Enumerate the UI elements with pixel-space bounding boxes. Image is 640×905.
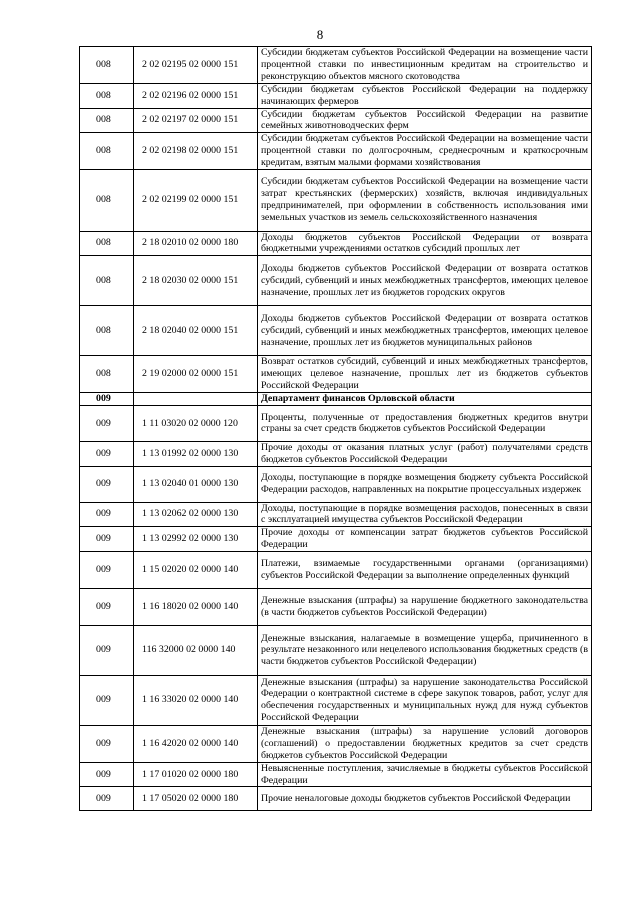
table-row: [80, 47, 592, 84]
table-row: [80, 441, 592, 466]
revenue-name-cell: Денежные взыскания (штрафы) за нарушение законодательства Российской Федерации о контрактной системе в сфере закупок товаров, работ, услуг для обеспечения государственных и муниципальных нужд для нужд субъектов Российской Федерации: [258, 675, 592, 725]
budget-classification-code-cell: 1 11 03020 02 0000 120: [134, 405, 258, 441]
admin-code-cell: 009: [80, 393, 134, 406]
revenue-name-cell: Доходы бюджетов субъектов Российской Федерации от возврата бюджетными учреждениями остатков субсидий прошлых лет: [258, 231, 592, 256]
admin-code-cell: 009: [80, 762, 134, 787]
admin-code-cell: 009: [80, 527, 134, 552]
revenue-name-cell: Доходы бюджетов субъектов Российской Федерации от возврата остатков субсидий, субвенций и иных межбюджетных трансфертов, имеющих целевое назначение, прошлых лет из бюджетов муниципальных районов: [258, 306, 592, 356]
budget-classification-code-cell: 1 13 01992 02 0000 130: [134, 441, 258, 466]
table-row: [80, 108, 592, 133]
budget-classification-code-cell: 2 18 02010 02 0000 180: [134, 231, 258, 256]
admin-code-cell: 008: [80, 108, 134, 133]
table-row: [80, 84, 592, 109]
budget-classification-code-cell: 2 02 02199 02 0000 151: [134, 169, 258, 231]
table-row: [80, 787, 592, 811]
admin-code-cell: 009: [80, 588, 134, 625]
revenue-name-cell: Доходы, поступающие в порядке возмещения расходов, понесенных в связи с эксплуатацией имущества субъектов Российской Федерации: [258, 502, 592, 527]
table-row: [80, 675, 592, 725]
budget-classification-code-cell: 2 02 02195 02 0000 151: [134, 47, 258, 84]
revenue-name-cell: Субсидии бюджетам субъектов Российской Федерации на развитие семейных животноводческих ферм: [258, 108, 592, 133]
admin-code-cell: 009: [80, 551, 134, 588]
admin-code-cell: 008: [80, 231, 134, 256]
budget-classification-code-cell: 2 02 02197 02 0000 151: [134, 108, 258, 133]
admin-code-cell: 008: [80, 133, 134, 169]
revenue-name-cell: Денежные взыскания, налагаемые в возмещение ущерба, причиненного в результате незаконного или нецелевого использования бюджетных средств (в части бюджетов субъектов Российской Федерации): [258, 625, 592, 675]
budget-classification-code-cell: 1 13 02040 01 0000 130: [134, 466, 258, 502]
admin-code-cell: 008: [80, 256, 134, 306]
table-row: [80, 405, 592, 441]
table-row: [80, 762, 592, 787]
revenue-name-cell: Прочие неналоговые доходы бюджетов субъектов Российской Федерации: [258, 787, 592, 811]
revenue-name-cell: Субсидии бюджетам субъектов Российской Федерации на возмещение части процентной ставки по инвестиционным кредитам на строительство и реконструкцию объектов мясного скотоводства: [258, 47, 592, 84]
revenue-name-cell: Проценты, полученные от предоставления бюджетных кредитов внутри страны за счет средств бюджетов субъектов Российской Федерации: [258, 405, 592, 441]
table-body: [80, 47, 592, 811]
table-row: [80, 551, 592, 588]
revenue-codes-table: [79, 46, 592, 811]
admin-code-cell: 009: [80, 675, 134, 725]
admin-code-cell: 009: [80, 405, 134, 441]
admin-code-cell: 009: [80, 502, 134, 527]
table-row: [80, 625, 592, 675]
admin-code-cell: 008: [80, 306, 134, 356]
budget-classification-code-cell: 1 17 05020 02 0000 180: [134, 787, 258, 811]
revenue-name-cell: Субсидии бюджетам субъектов Российской Федерации на поддержку начинающих фермеров: [258, 84, 592, 109]
table-row: [80, 231, 592, 256]
budget-classification-code-cell: 2 02 02196 02 0000 151: [134, 84, 258, 109]
revenue-name-cell: Департамент финансов Орловской области: [258, 393, 592, 406]
revenue-name-cell: Доходы бюджетов субъектов Российской Федерации от возврата остатков субсидий, субвенций и иных межбюджетных трансфертов, имеющих целевое назначение, прошлых лет из бюджетов городских округов: [258, 256, 592, 306]
revenue-name-cell: Субсидии бюджетам субъектов Российской Федерации на возмещение части затрат крестьянских (фермерских) хозяйств, включая индивидуальных предпринимателей, при оформлении в собственность использования ими земельных участков из земель сельскохозяйственного назначения: [258, 169, 592, 231]
section-header-row: [80, 393, 592, 406]
admin-code-cell: 008: [80, 169, 134, 231]
table-row: [80, 356, 592, 393]
budget-classification-code-cell: 2 18 02030 02 0000 151: [134, 256, 258, 306]
admin-code-cell: 009: [80, 725, 134, 762]
table-row: [80, 169, 592, 231]
budget-classification-code-cell: 1 16 42020 02 0000 140: [134, 725, 258, 762]
budget-classification-code-cell: [134, 393, 258, 406]
budget-classification-code-cell: 2 02 02198 02 0000 151: [134, 133, 258, 169]
table-row: [80, 466, 592, 502]
budget-classification-code-cell: 1 13 02062 02 0000 130: [134, 502, 258, 527]
table-row: [80, 133, 592, 169]
table-row: [80, 306, 592, 356]
admin-code-cell: 008: [80, 47, 134, 84]
table-row: [80, 588, 592, 625]
admin-code-cell: 009: [80, 787, 134, 811]
budget-classification-code-cell: 1 13 02992 02 0000 130: [134, 527, 258, 552]
revenue-name-cell: Денежные взыскания (штрафы) за нарушение бюджетного законодательства (в части бюджетов субъектов Российской Федерации): [258, 588, 592, 625]
revenue-name-cell: Денежные взыскания (штрафы) за нарушение условий договоров (соглашений) о предоставлении бюджетных кредитов за счет средств бюджетов субъектов Российской Федерации: [258, 725, 592, 762]
budget-classification-code-cell: 2 19 02000 02 0000 151: [134, 356, 258, 393]
revenue-name-cell: Возврат остатков субсидий, субвенций и иных межбюджетных трансфертов, имеющих целевое назначение, прошлых лет из бюджетов субъектов Российской Федерации: [258, 356, 592, 393]
budget-classification-code-cell: 2 18 02040 02 0000 151: [134, 306, 258, 356]
revenue-name-cell: Платежи, взимаемые государственными органами (организациями) субъектов Российской Федерации за выполнение определенных функций: [258, 551, 592, 588]
revenue-name-cell: Прочие доходы от оказания платных услуг (работ) получателями средств бюджетов субъектов Российской Федерации: [258, 441, 592, 466]
table-row: [80, 527, 592, 552]
budget-classification-code-cell: 116 32000 02 0000 140: [134, 625, 258, 675]
table-row: [80, 256, 592, 306]
admin-code-cell: 009: [80, 625, 134, 675]
admin-code-cell: 008: [80, 356, 134, 393]
table-row: [80, 502, 592, 527]
admin-code-cell: 009: [80, 441, 134, 466]
budget-classification-code-cell: 1 15 02020 02 0000 140: [134, 551, 258, 588]
admin-code-cell: 009: [80, 466, 134, 502]
budget-classification-code-cell: 1 16 33020 02 0000 140: [134, 675, 258, 725]
admin-code-cell: 008: [80, 84, 134, 109]
revenue-name-cell: Доходы, поступающие в порядке возмещения бюджету субъекта Российской Федерации расходов, направленных на покрытие процессуальных издержек: [258, 466, 592, 502]
revenue-name-cell: Прочие доходы от компенсации затрат бюджетов субъектов Российской Федерации: [258, 527, 592, 552]
page-number: 8: [316, 27, 324, 42]
revenue-name-cell: Субсидии бюджетам субъектов Российской Федерации на возмещение части процентной ставки по долгосрочным, среднесрочным и краткосрочным кредитам, взятым малыми формами хозяйствования: [258, 133, 592, 169]
budget-classification-code-cell: 1 17 01020 02 0000 180: [134, 762, 258, 787]
table-row: [80, 725, 592, 762]
revenue-name-cell: Невыясненные поступления, зачисляемые в бюджеты субъектов Российской Федерации: [258, 762, 592, 787]
budget-classification-code-cell: 1 16 18020 02 0000 140: [134, 588, 258, 625]
